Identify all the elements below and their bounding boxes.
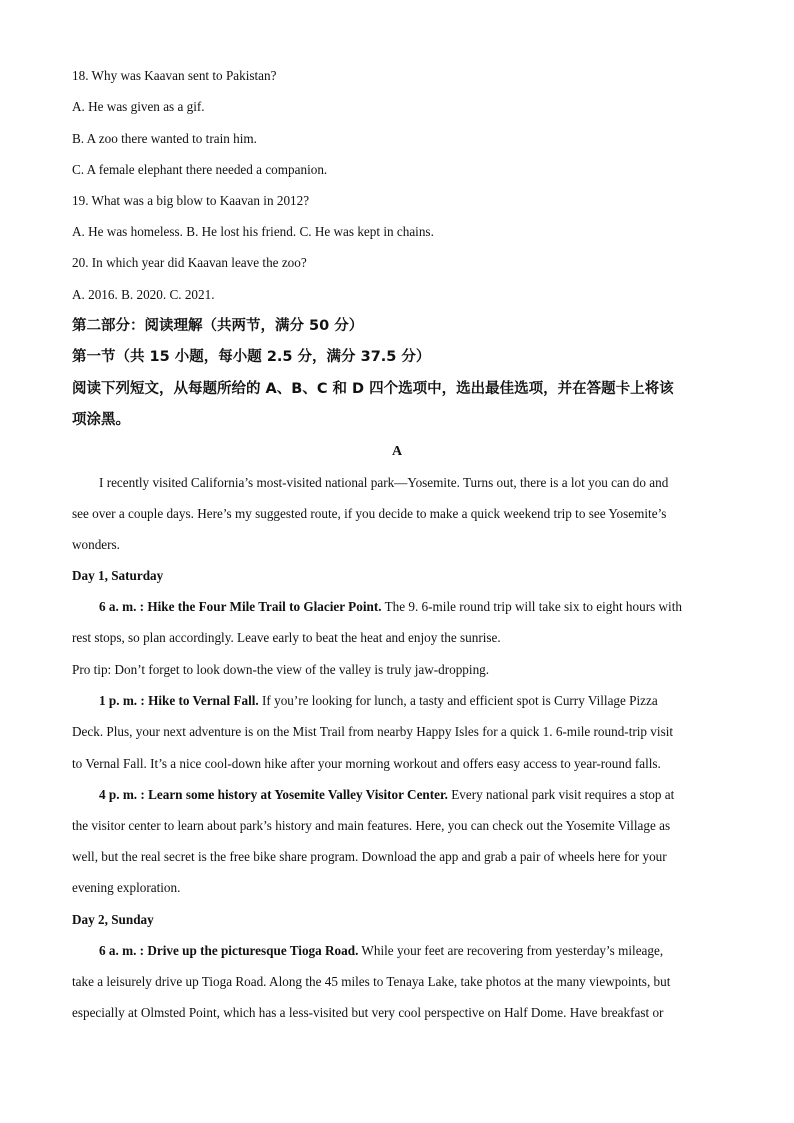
day2-item-1-heading: 6 a. m. : Drive up the picturesque Tioga Road. — [99, 943, 359, 958]
day1-item-2-heading: 1 p. m. : Hike to Vernal Fall. — [99, 693, 259, 708]
options-19: A. He was homeless. B. He lost his friend. C. He was kept in chains. — [72, 224, 434, 239]
day1-item-3-line-1 — [99, 786, 724, 804]
question-18: 18. Why was Kaavan sent to Pakistan? — [72, 68, 277, 83]
options-20: A. 2016. B. 2020. C. 2021. — [72, 287, 215, 302]
day1-item-2-text: If you’re looking for lunch, a tasty and efficient spot is Curry Village Pizza — [258, 693, 658, 708]
option-18-c: C. A female elephant there needed a companion. — [72, 162, 328, 177]
intro-line-3: wonders. — [72, 537, 120, 552]
intro-line-1: I recently visited California’s most-visited national park—Yosemite. Turns out, there is a lot you can do and — [99, 475, 669, 490]
passage-label: A — [391, 444, 403, 459]
day1-item-1-line-1 — [99, 598, 724, 616]
option-18-a: A. He was given as a gif. — [72, 99, 205, 114]
section-heading-part2-1: 第一节（共 15 小题，每小题 2.5 分，满分 37.5 分） — [72, 349, 431, 365]
day1-item-3-heading: 4 p. m. : Learn some history at Yosemite Valley Visitor Center. — [99, 787, 448, 802]
day1-item-3-line-3: well, but the real secret is the free bike share program. Download the app and grab a pair of wheels here for your — [72, 849, 667, 864]
question-19: 19. What was a big blow to Kaavan in 2012? — [72, 193, 310, 208]
day1-item-2-line-3: to Vernal Fall. It’s a nice cool-down hike after your morning workout and offers easy access to year-round falls. — [72, 756, 661, 771]
intro-line-2: see over a couple days. Here’s my suggested route, if you decide to make a quick weekend trip to see Yosemite’s — [72, 506, 667, 521]
option-18-b: B. A zoo there wanted to train him. — [72, 131, 257, 146]
instructions-line-2: 项涂黑。 — [72, 412, 130, 428]
day1-item-2-line-2: Deck. Plus, your next adventure is on the Mist Trail from nearby Happy Isles for a quick 1. 6-mile round-trip visit — [72, 724, 674, 739]
instructions-line-1: 阅读下列短文，从每题所给的 A、B、C 和 D 四个选项中，选出最佳选项，并在答题卡上将该 — [72, 381, 674, 397]
day1-item-1-heading: 6 a. m. : Hike the Four Mile Trail to Glacier Point. — [99, 599, 382, 614]
day2-item-1-line-3: especially at Olmsted Point, which has a less-visited but very cool perspective on Half Dome. Have breakfast or — [72, 1005, 664, 1020]
pro-tip: Pro tip: Don’t forget to look down-the view of the valley is truly jaw-dropping. — [72, 662, 490, 677]
day2-heading: Day 2, Sunday — [72, 912, 154, 927]
day1-item-2-line-1 — [99, 692, 724, 710]
day1-item-1-text: The 9. 6-mile round trip will take six to eight hours with — [381, 599, 682, 614]
day1-item-3-line-4: evening exploration. — [72, 880, 181, 895]
day1-item-3-text: Every national park visit requires a stop at — [447, 787, 675, 802]
day1-item-3-line-2: the visitor center to learn about park’s history and main features. Here, you can check out the Yosemite Village as — [72, 818, 671, 833]
section-heading-part2: 第二部分：阅读理解（共两节，满分 50 分） — [72, 318, 364, 334]
question-20: 20. In which year did Kaavan leave the zoo? — [72, 255, 307, 270]
day2-item-1-line-1 — [99, 942, 724, 960]
day2-item-1-line-2: take a leisurely drive up Tioga Road. Along the 45 miles to Tenaya Lake, take photos at the many viewpoints, but — [72, 974, 671, 989]
day2-item-1-text: While your feet are recovering from yesterday’s mileage, — [358, 943, 664, 958]
day1-item-1-line-2: rest stops, so plan accordingly. Leave early to beat the heat and enjoy the sunrise. — [72, 630, 501, 645]
day1-heading: Day 1, Saturday — [72, 568, 164, 583]
